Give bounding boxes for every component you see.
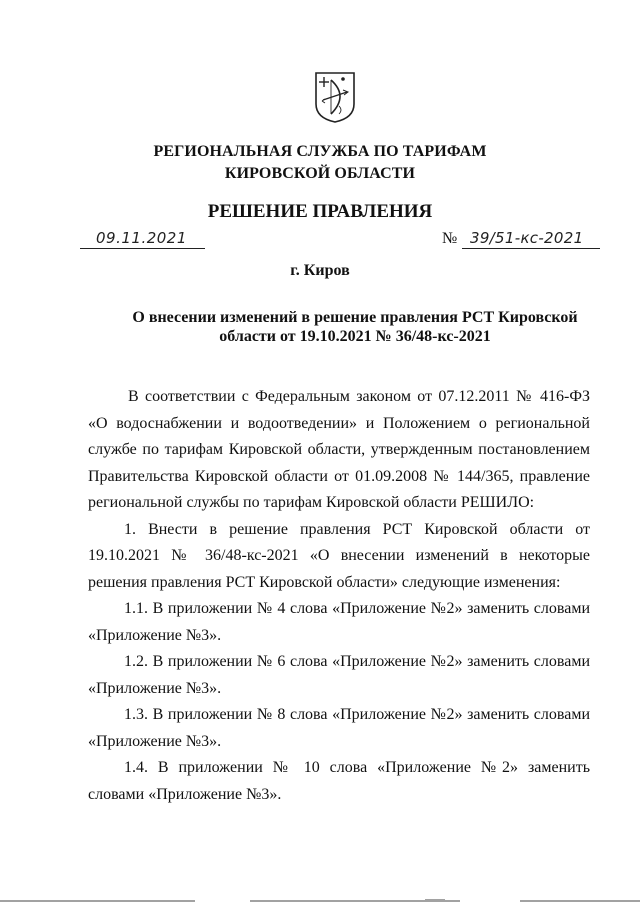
subject-line2: области от 19.10.2021 № 36/48-кс-2021: [219, 328, 491, 345]
city-name: г. Киров: [290, 262, 350, 279]
document-type-title: РЕШЕНИЕ ПРАВЛЕНИЯ: [207, 201, 433, 222]
document-body: [88, 384, 590, 808]
item-1-3-paragraph: 1.3. В приложении № 8 слова «Приложение №2» заменить словами «Приложение №3».: [88, 706, 590, 750]
document-subject: [130, 308, 580, 346]
org-name-line2: КИРОВСКОЙ ОБЛАСТИ: [224, 165, 416, 182]
number-label: №: [442, 230, 458, 247]
page-bottom-edge: [0, 899, 640, 905]
kirov-coat-of-arms-icon: [313, 70, 357, 124]
document-date: 09.11.2021: [96, 229, 187, 247]
subject-line1: О внесении изменений в решение правления РСТ Кировской: [132, 309, 578, 326]
document-number: 39/51-кс-2021: [470, 229, 584, 247]
date-underline: [80, 248, 205, 249]
document-number-field: [462, 228, 600, 254]
item-1-1-paragraph: 1.1. В приложении № 4 слова «Приложение №2» заменить словами «Приложение №3».: [88, 600, 590, 644]
document-date-field: [80, 228, 205, 254]
item-1-paragraph: 1. Внести в решение правления РСТ Кировской области от 19.10.2021 № 36/48-кс-2021 «О внесении изменений в некоторые решения правления РСТ Кировской области» следующие изменения:: [88, 520, 590, 591]
preamble-paragraph: В соответствии с Федеральным законом от 07.12.2011 № 416-ФЗ «О водоснабжении и водоотведении» и Положением о региональной службе по тарифам Кировской области, утвержденным постановлением Правительства Кировской области от 01.09.2008 № 144/365, правление региональной службы по тарифам Кировской области РЕШИЛО:: [88, 388, 590, 511]
org-name-line1: РЕГИОНАЛЬНАЯ СЛУЖБА ПО ТАРИФАМ: [153, 143, 487, 160]
item-1-2-paragraph: 1.2. В приложении № 6 слова «Приложение №2» заменить словами «Приложение №3».: [88, 653, 590, 697]
item-1-4-paragraph: 1.4. В приложении № 10 слова «Приложение №2» заменить словами «Приложение №3».: [88, 759, 590, 803]
number-underline: [462, 248, 600, 249]
